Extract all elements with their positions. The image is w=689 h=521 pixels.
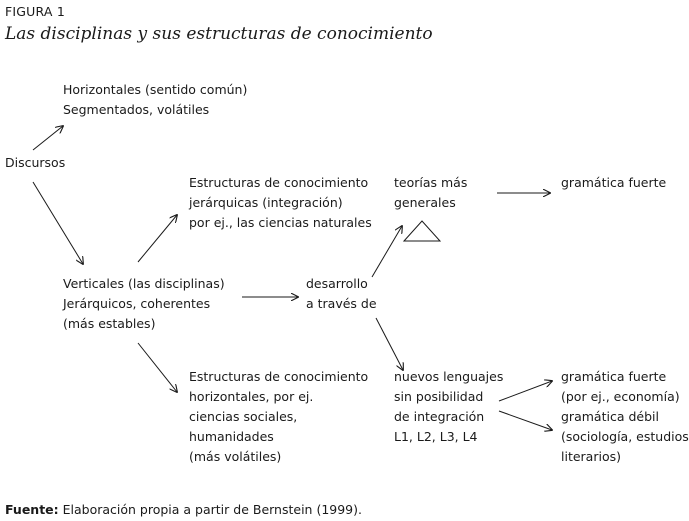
node-line: Verticales (las disciplinas) xyxy=(63,276,225,291)
node-line: Jerárquicos, coherentes xyxy=(63,296,211,311)
node-line: horizontales, por ej. xyxy=(189,389,314,404)
node-line: ciencias sociales, xyxy=(189,409,298,424)
node-line: gramática débil xyxy=(561,409,659,424)
arrow-verticales-jerarquicas xyxy=(138,215,177,262)
triangle-icon xyxy=(404,221,440,241)
node-line: Segmentados, volátiles xyxy=(63,102,210,117)
node-line: por ej., las ciencias naturales xyxy=(189,215,372,230)
node-line: de integración xyxy=(394,409,485,424)
node-teorias xyxy=(394,173,467,213)
node-discursos: Discursos xyxy=(5,155,66,170)
node-horizontales xyxy=(63,80,247,120)
node-line: jerárquicas (integración) xyxy=(189,195,343,210)
source-text: Elaboración propia a partir de Bernstein (1999). xyxy=(58,502,362,517)
node-gramatica-fuerte-2 xyxy=(561,367,680,407)
node-verticales xyxy=(63,274,225,334)
node-line: Estructuras de conocimiento xyxy=(189,369,369,384)
node-estructuras-horizontales xyxy=(189,367,368,467)
node-gramatica-debil xyxy=(561,407,689,467)
node-line: teorías más xyxy=(394,175,468,190)
node-line: (más volátiles) xyxy=(189,449,282,464)
node-estructuras-jerarquicas xyxy=(189,173,372,233)
arrow-desarrollo-nuevos xyxy=(376,318,403,370)
arrow-desarrollo-teorias xyxy=(372,226,402,277)
node-line: sin posibilidad xyxy=(394,389,484,404)
node-line: gramática fuerte xyxy=(561,369,667,384)
node-gramatica-fuerte-1: gramática fuerte xyxy=(561,175,667,190)
figure-label: FIGURA 1 xyxy=(5,4,65,19)
arrow-discursos-verticales xyxy=(33,182,83,264)
arrow-nuevos-gramatica-fuerte xyxy=(499,381,552,401)
node-line: literarios) xyxy=(561,449,621,464)
node-desarrollo xyxy=(306,274,377,314)
node-line: (más estables) xyxy=(63,316,156,331)
node-line: (sociología, estudios xyxy=(561,429,689,444)
node-line: humanidades xyxy=(189,429,274,444)
node-line: (por ej., economía) xyxy=(561,389,680,404)
figure-title: Las disciplinas y sus estructuras de conocimiento xyxy=(5,24,433,44)
node-line: L1, L2, L3, L4 xyxy=(394,429,478,444)
node-nuevos-lenguajes xyxy=(394,367,503,447)
node-line: a través de xyxy=(306,296,377,311)
arrow-verticales-horizontales xyxy=(138,343,177,392)
node-line: generales xyxy=(394,195,456,210)
source-label: Fuente: xyxy=(5,502,59,517)
node-line: Horizontales (sentido común) xyxy=(63,82,248,97)
arrow-discursos-horizontales xyxy=(33,126,63,150)
node-line: nuevos lenguajes xyxy=(394,369,504,384)
node-line: Estructuras de conocimiento xyxy=(189,175,369,190)
source-note xyxy=(5,500,362,520)
arrow-nuevos-gramatica-debil xyxy=(499,411,552,430)
node-line: desarrollo xyxy=(306,276,368,291)
